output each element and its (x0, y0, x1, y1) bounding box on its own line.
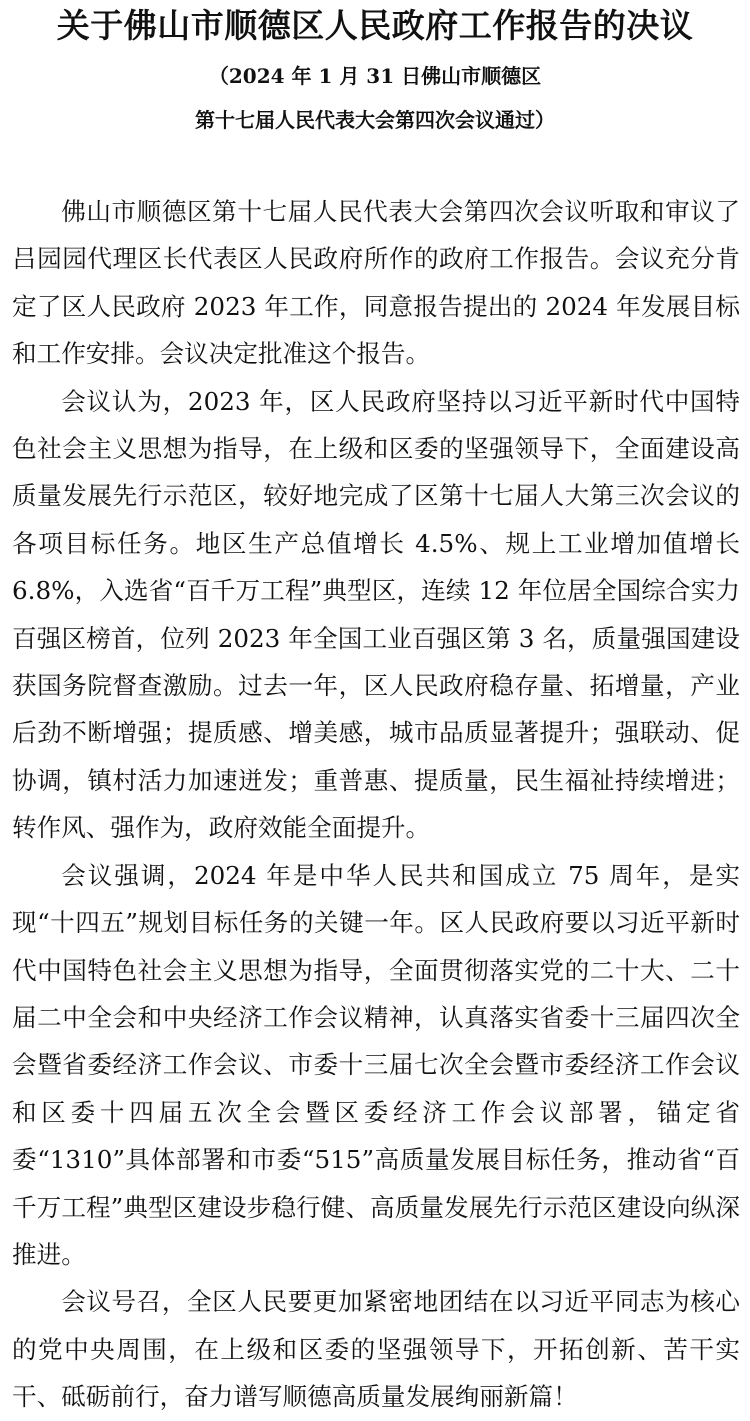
paragraph-call-to-action: 会议号召，全区人民要更加紧密地团结在以习近平同志为核心的党中央周围，在上级和区委的坚强领导下，开拓创新、苦干实干、砥砺前行，奋力谱写顺德高质量发展绚丽新篇！ (12, 1287, 740, 1412)
paragraph-approval: 佛山市顺德区第十七届人民代表大会第四次会议听取和审议了吕园园代理区长代表区人民政府所作的政府工作报告。会议充分肯定了区人民政府 2023 年工作，同意报告提出的 2024 年发展目标和工作安排。会议决定批准这个报告。 (12, 197, 740, 369)
paragraph-review-2023: 会议认为，2023 年，区人民政府坚持以习近平新时代中国特色社会主义思想为指导，在上级和区委的坚强领导下，全面建设高质量发展先行示范区，较好地完成了区第十七届人大第三次会议的各项目标任务。地区生产总值增长 4.5%、规上工业增加值增长 6.8%，入选省“百千万工程”典型区，连续 12 年位居全国综合实力百强区榜首，位列 2023 年全国工业百强区第 3 名，质量强国建设获国务院督查激励。过去一年，区人民政府稳存量、拓增量，产业后劲不断增强；提质感、增美感，城市品质显著提升；强联动、促协调，镇村活力加速迸发；重普惠、提质量，民生福祉持续增进；转作风、强作为，政府效能全面提升。 (12, 386, 740, 843)
document-subtitle-date: （2024 年 1 月 31 日佛山市顺德区 (208, 64, 542, 88)
document-title: 关于佛山市顺德区人民政府工作报告的决议 (56, 6, 694, 45)
document-subtitle-session: 第十七届人民代表大会第四次会议通过） (195, 108, 555, 132)
document-body (12, 188, 740, 1421)
paragraph-emphasis-2024: 会议强调，2024 年是中华人民共和国成立 75 周年，是实现“十四五”规划目标任务的关键一年。区人民政府要以习近平新时代中国特色社会主义思想为指导，全面贯彻落实党的二十大、二十届二中全会和中央经济工作会议精神，认真落实省委十三届四次全会暨省委经济工作会议、市委十三届七次全会暨市委经济工作会议和区委十四届五次全会暨区委经济工作会议部署，锚定省委“1310”具体部署和市委“515”高质量发展目标任务，推动省“百千万工程”典型区建设步稳行健、高质量发展先行示范区建设向纵深推进。 (12, 860, 740, 1269)
